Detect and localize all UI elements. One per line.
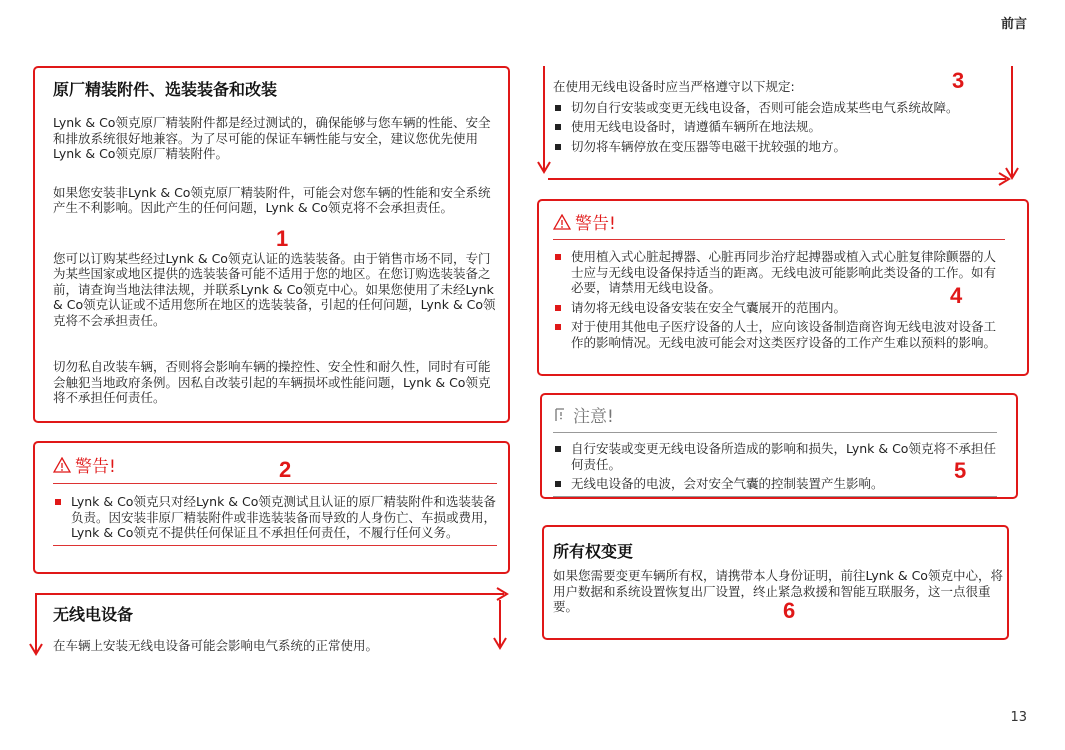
accessories-paragraph-4: 切勿私自改装车辆，否则将会影响车辆的操控性、安全性和耐久性，同时有可能会触犯当地政府条例。因私自改装引起的车辆损坏或性能问题，Lynk & Co领克将不承担任何责任。: [53, 359, 491, 405]
wireless-rules-list: [553, 100, 1003, 155]
bullet-square-icon: [555, 481, 561, 487]
notice-heading: [553, 402, 997, 427]
ownership-section: [553, 539, 1003, 615]
list-item: 使用无线电设备时，请遵循车辆所在地法规。: [553, 119, 1003, 135]
marker-5: 5: [954, 458, 967, 483]
warning-title-2: 警告!: [575, 214, 616, 234]
ownership-title: 所有权变更: [553, 542, 634, 561]
bullet-square-icon: [555, 305, 561, 311]
bullet-square-icon: [555, 254, 561, 260]
bullet-square-icon: [555, 324, 561, 330]
list-item: 对于使用其他电子医疗设备的人士，应向该设备制造商咨询无线电波对设备工作的影响情况。无线电波可能会对这类医疗设备的工作产生难以预料的影响。: [553, 319, 1005, 350]
marker-2: 2: [279, 457, 292, 482]
wireless-title: 无线电设备: [53, 605, 134, 624]
accessories-paragraph-1: Lynk & Co领克原厂精装附件都是经过测试的，确保能够与您车辆的性能、安全和排放系统很好地兼容。为了尽可能的保证车辆性能与安全，建议您优先使用Lynk & Co领克原厂精装附件。: [53, 115, 491, 161]
bullet-square-icon: [555, 144, 561, 150]
accessories-paragraph-2: 如果您安装非Lynk & Co领克原厂精装附件，可能会对您车辆的性能和安全系统产生不利影响。因此产生的任何问题，Lynk & Co领克将不会承担责任。: [53, 184, 491, 215]
notice-block: [553, 402, 997, 497]
marker-6: 6: [783, 598, 796, 623]
bullet-square-icon: [555, 446, 561, 452]
accessories-paragraph-3: 您可以订购某些经过Lynk & Co领克认证的选装装备。由于销售市场不同，专门为某些国家或地区提供的选装装备可能不适用于您的地区。在您订购选装装备之前，请查询当地法律法规，并联系Lynk & Co领克中心。如果您使用了未经Lynk & Co领克认证或不适用您所在地区的选装装备，引起的任何问题，Lynk & Co领克将不会承担责任。: [53, 250, 496, 328]
ownership-text: 如果您需要变更车辆所有权，请携带本人身份证明，前往Lynk & Co领克中心，将用户数据和系统设置恢复出厂设置，终止紧急救援和智能互联服务，这一点很重要。: [553, 568, 1003, 614]
list-item: 自行安装或变更无线电设备所造成的影响和损失，Lynk & Co领克将不承担任何责任。: [553, 441, 997, 472]
list-item: Lynk & Co领克只对经Lynk & Co领克测试且认证的原厂精装附件和选装装备负责。因安装非原厂精装附件或非选装装备而导致的人身伤亡、车损或费用，Lynk & Co领克不提供任何保证且不承担任何责任，不履行任何义务。: [53, 494, 497, 541]
marker-1: 1: [276, 226, 289, 251]
list-item: 请勿将无线电设备安装在安全气囊展开的范围内。: [553, 300, 1005, 316]
bullet-square-icon: [555, 105, 561, 111]
warning-title-1: 警告!: [75, 457, 116, 477]
wireless-intro: 在使用无线电设备时应当严格遵守以下规定:: [553, 79, 795, 94]
wireless-text: 在车辆上安装无线电设备可能会影响电气系统的正常使用。: [53, 638, 379, 653]
section-header: 前言: [1000, 17, 1027, 32]
page-number: 13: [1010, 710, 1027, 725]
warning-divider-top: [553, 239, 1005, 240]
marker-3: 3: [952, 68, 965, 93]
notice-title: 注意!: [573, 407, 614, 427]
marker-4: 4: [950, 283, 963, 308]
bullet-square-icon: [555, 124, 561, 130]
notice-divider-bottom: [553, 496, 997, 497]
warning-block-2: [553, 209, 1005, 354]
list-item: 切勿自行安装或变更无线电设备，否则可能会造成某些电气系统故障。: [553, 100, 1003, 116]
list-item: 使用植入式心脏起搏器、心脏再同步治疗起搏器或植入式心脏复律除颤器的人士应与无线电设备保持适当的距离。无线电波可能影响此类设备的工作。如有必要，请禁用无线电设备。: [553, 249, 1005, 296]
list-item: 切勿将车辆停放在变压器等电磁干扰较强的地方。: [553, 139, 1003, 155]
list-item: 无线电设备的电波，会对安全气囊的控制装置产生影响。: [553, 476, 997, 492]
notice-icon: [553, 407, 569, 423]
warning-list-2: [553, 249, 1005, 350]
warning-triangle-icon: [553, 214, 571, 230]
notice-list: [553, 441, 997, 492]
warning-heading-2: [553, 209, 1005, 234]
accessories-title: 原厂精装附件、选装装备和改装: [53, 80, 278, 99]
wireless-rules: [553, 79, 1003, 158]
notice-divider-top: [553, 432, 997, 433]
